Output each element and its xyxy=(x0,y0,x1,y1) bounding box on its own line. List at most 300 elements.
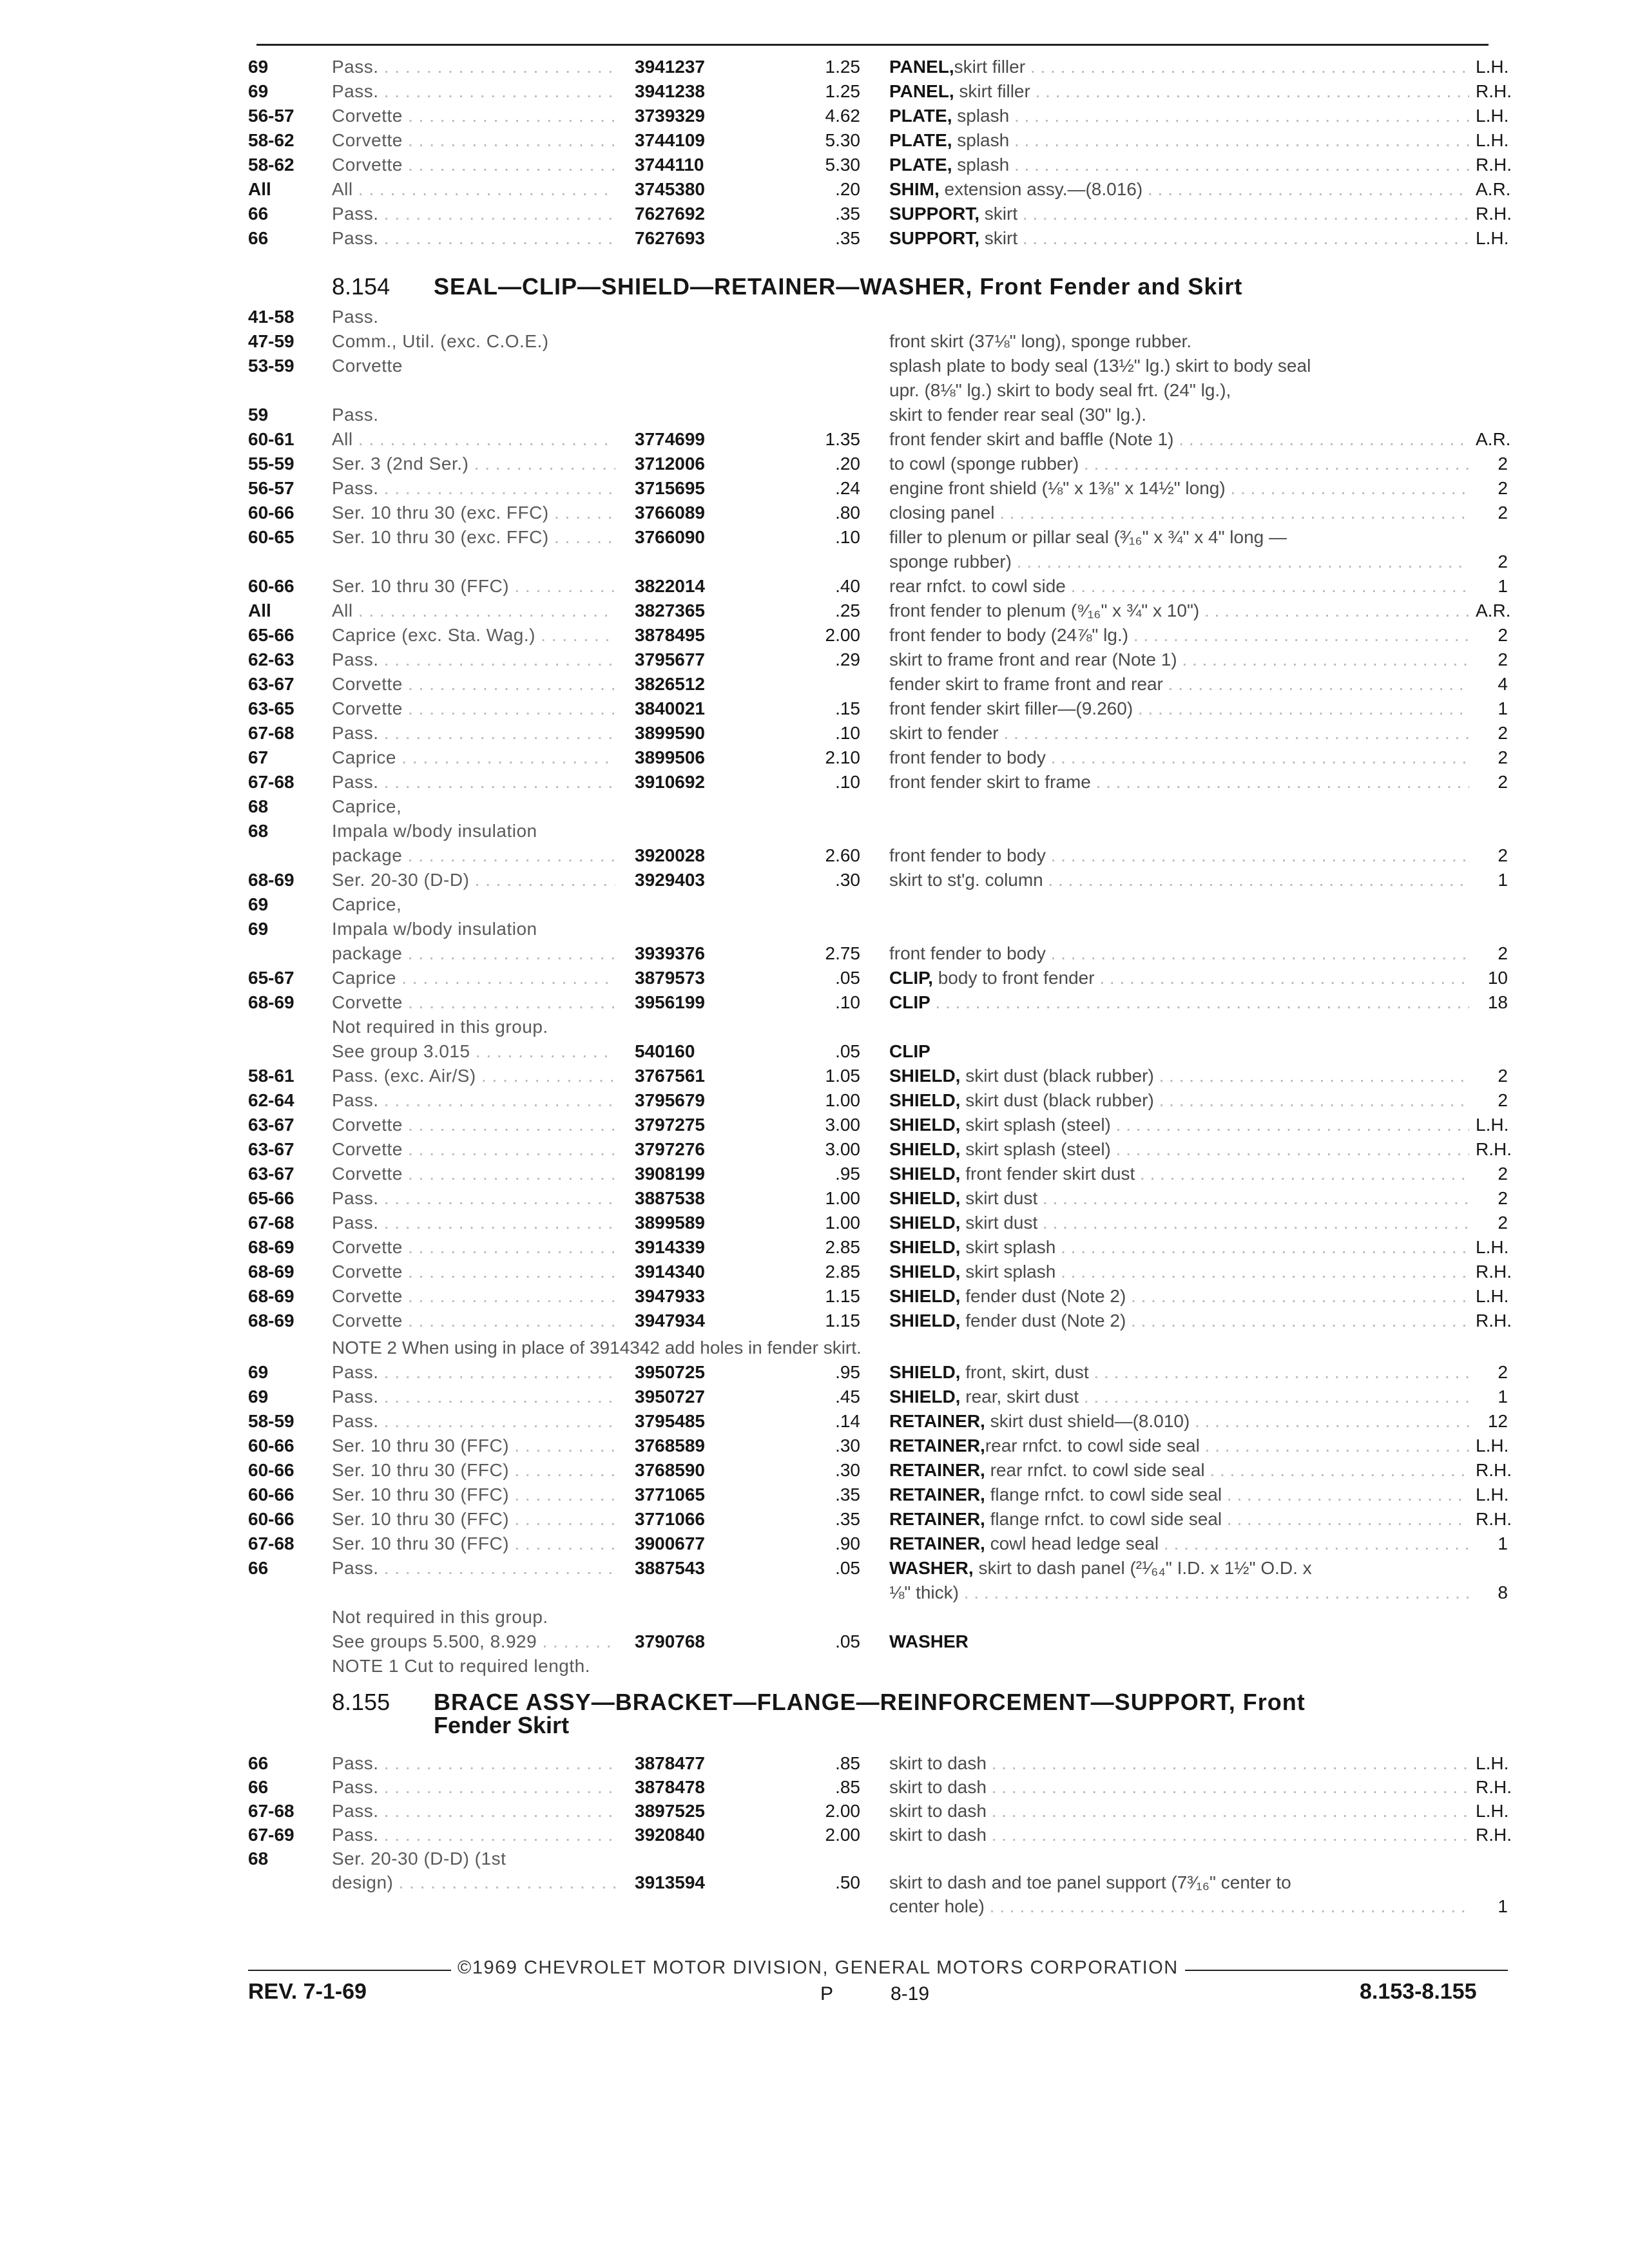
parts-row xyxy=(0,329,1629,354)
quantity-cell: 2 xyxy=(1498,1090,1508,1110)
description-text: rear rnfct. to cowl side seal xyxy=(985,1460,1205,1480)
year-cell: 58-62 xyxy=(248,130,294,150)
price-cell: .05 xyxy=(835,968,860,988)
description-keyword: SHIELD, xyxy=(889,1066,961,1086)
year-cell: 67-68 xyxy=(248,723,294,743)
year-cell: 65-66 xyxy=(248,1188,294,1208)
parts-row xyxy=(0,1654,1629,1678)
model-cell: Pass. . . . xyxy=(332,1409,615,1434)
description-cell xyxy=(889,1556,1469,1581)
parts-row xyxy=(0,550,1629,574)
price-cell: .95 xyxy=(835,1362,860,1382)
price-cell: .30 xyxy=(835,870,860,890)
model-cell: Caprice, xyxy=(332,796,402,816)
year-cell: 68 xyxy=(248,1849,269,1869)
description-text: skirt to dash xyxy=(889,1825,987,1845)
year-cell: 68-69 xyxy=(248,992,294,1012)
year-cell: 67-68 xyxy=(248,1801,294,1821)
model-cell: design) . . . xyxy=(332,1870,615,1895)
model-cell: Pass. . . . xyxy=(332,1556,615,1581)
model-cell: Corvette . . . xyxy=(332,1284,615,1309)
quantity-cell: L.H. xyxy=(1476,1286,1509,1306)
year-cell: 53-59 xyxy=(248,356,294,376)
description-text: flange rnfct. to cowl side seal xyxy=(985,1509,1222,1529)
part-number-cell: 3897525 xyxy=(635,1801,706,1821)
model-cell: See groups 5.500, 8.929 . . . xyxy=(332,1629,615,1654)
model-cell: Ser. 10 thru 30 (exc. FFC) . . . xyxy=(332,525,615,550)
quantity-cell: 2 xyxy=(1498,1188,1508,1208)
part-number-cell: 3947934 xyxy=(635,1311,706,1331)
description-text: front fender skirt and baffle (Note 1) xyxy=(889,429,1174,449)
part-number-cell: 3939376 xyxy=(635,943,706,963)
description-keyword: RETAINER, xyxy=(889,1436,985,1456)
year-cell: 68 xyxy=(248,796,269,816)
model-cell: Corvette . . . xyxy=(332,153,615,177)
description-keyword: SHIELD, xyxy=(889,1387,961,1407)
parts-row xyxy=(0,1823,1629,1847)
description-text: front, skirt, dust xyxy=(960,1362,1089,1382)
description-cell xyxy=(889,329,1469,354)
year-cell: All xyxy=(248,601,271,620)
description-keyword: RETAINER, xyxy=(889,1485,985,1504)
parts-row xyxy=(0,153,1629,177)
description-text: fender skirt to frame front and rear xyxy=(889,674,1163,694)
part-number-cell: 3878495 xyxy=(635,625,706,645)
price-cell: .05 xyxy=(835,1631,860,1651)
description-keyword: SUPPORT, xyxy=(889,228,980,248)
part-number-cell: 7627693 xyxy=(635,228,706,248)
description-text: skirt to dash and toe panel support (7³⁄₁₆" center to xyxy=(889,1872,1291,1892)
parts-row xyxy=(0,202,1629,226)
parts-row xyxy=(0,794,1629,819)
model-cell: Caprice, xyxy=(332,894,402,914)
year-cell: 56-57 xyxy=(248,106,294,126)
part-number-cell: 3914340 xyxy=(635,1262,706,1282)
price-cell: 1.00 xyxy=(825,1188,860,1208)
model-cell: NOTE 1 Cut to required length. xyxy=(332,1656,590,1676)
part-number-cell: 3913594 xyxy=(635,1872,706,1892)
parts-row xyxy=(0,104,1629,128)
parts-row xyxy=(0,1162,1629,1186)
description-text: front fender skirt to frame xyxy=(889,772,1091,792)
part-number-cell: 3739329 xyxy=(635,106,706,126)
price-cell: 2.85 xyxy=(825,1262,860,1282)
quantity-cell: R.H. xyxy=(1476,1311,1512,1331)
model-cell: All . . . xyxy=(332,177,615,202)
parts-row xyxy=(0,1309,1629,1333)
part-number-cell: 3767561 xyxy=(635,1066,706,1086)
price-cell: .85 xyxy=(835,1777,860,1797)
parts-row xyxy=(0,79,1629,104)
section-8-154-title: SEAL—CLIP—SHIELD—RETAINER—WASHER, Front Fender and Skirt xyxy=(434,273,1243,300)
description-keyword: SHIM, xyxy=(889,179,940,199)
page-number: 8-19 xyxy=(891,1983,930,2004)
section-8-155-number: 8.155 xyxy=(332,1689,390,1715)
description-text: center hole) xyxy=(889,1896,985,1916)
year-cell: 63-67 xyxy=(248,1164,294,1184)
quantity-cell: 2 xyxy=(1498,943,1508,963)
model-cell: Corvette . . . xyxy=(332,128,615,153)
price-cell: .30 xyxy=(835,1436,860,1456)
model-cell: All . . . xyxy=(332,427,615,452)
description-cell xyxy=(889,153,1469,177)
model-cell: Pass. . . . xyxy=(332,226,615,251)
year-cell: 68 xyxy=(248,821,269,841)
year-cell: 68-69 xyxy=(248,1286,294,1306)
description-keyword: SHIELD, xyxy=(889,1090,961,1110)
price-cell: .10 xyxy=(835,723,860,743)
description-text: extension assy.—(8.016) xyxy=(939,179,1143,199)
model-cell: Corvette xyxy=(332,356,403,376)
model-cell: Pass. . . . xyxy=(332,1360,615,1385)
description-text: front fender to body xyxy=(889,845,1046,865)
description-cell xyxy=(889,697,1469,721)
model-cell: Corvette . . . xyxy=(332,672,615,697)
description-text: sponge rubber) xyxy=(889,552,1012,572)
description-cell xyxy=(889,1507,1469,1532)
model-cell: Corvette . . . xyxy=(332,1309,615,1333)
quantity-cell: L.H. xyxy=(1476,57,1509,77)
model-cell: Corvette . . . xyxy=(332,697,615,721)
model-cell: Pass. . . . xyxy=(332,1799,615,1823)
part-number-cell: 3887538 xyxy=(635,1188,706,1208)
part-number-cell: 3878477 xyxy=(635,1753,706,1773)
price-cell: .35 xyxy=(835,1485,860,1504)
price-cell: .35 xyxy=(835,228,860,248)
quantity-cell: R.H. xyxy=(1476,1509,1512,1529)
parts-row xyxy=(0,745,1629,770)
description-cell xyxy=(889,990,1469,1015)
description-text: skirt splash xyxy=(960,1237,1056,1257)
description-cell xyxy=(889,1532,1469,1556)
description-text: body to front fender xyxy=(932,968,1095,988)
price-cell: .90 xyxy=(835,1533,860,1553)
quantity-cell: R.H. xyxy=(1476,81,1512,101)
part-number-cell: 3774699 xyxy=(635,429,706,449)
quantity-cell: R.H. xyxy=(1476,1777,1512,1797)
part-number-cell: 3914339 xyxy=(635,1237,706,1257)
parts-row xyxy=(0,1360,1629,1385)
price-cell: 5.30 xyxy=(825,130,860,150)
quantity-cell: 1 xyxy=(1498,576,1508,596)
parts-row xyxy=(0,1260,1629,1284)
description-text: cowl head ledge seal xyxy=(985,1533,1159,1553)
parts-row xyxy=(0,305,1629,329)
model-cell: Caprice . . . xyxy=(332,966,615,990)
parts-row xyxy=(0,1556,1629,1581)
parts-row xyxy=(0,1870,1629,1895)
description-keyword: RETAINER, xyxy=(889,1411,985,1431)
quantity-cell: R.H. xyxy=(1476,204,1512,224)
description-cell xyxy=(889,721,1469,745)
price-cell: 3.00 xyxy=(825,1139,860,1159)
parts-row xyxy=(0,672,1629,697)
parts-row xyxy=(0,1088,1629,1113)
description-text: skirt to fender rear seal (30" lg.). xyxy=(889,405,1146,425)
model-cell: Corvette . . . xyxy=(332,1235,615,1260)
model-cell: Ser. 3 (2nd Ser.) . . . xyxy=(332,452,615,476)
description-text: splash xyxy=(952,130,1010,150)
model-cell: Ser. 10 thru 30 (FFC) . . . xyxy=(332,1458,615,1483)
description-text: closing panel xyxy=(889,503,995,523)
price-cell: .35 xyxy=(835,1509,860,1529)
year-cell: 60-66 xyxy=(248,1460,294,1480)
description-keyword: SHIELD, xyxy=(889,1311,961,1331)
part-number-cell: 3929403 xyxy=(635,870,706,890)
description-cell xyxy=(889,354,1469,378)
description-text: skirt filler xyxy=(954,57,1026,77)
section-8-155-title: BRACE ASSY—BRACKET—FLANGE—REINFORCEMENT—SUPPORT, Front xyxy=(434,1689,1306,1715)
description-cell xyxy=(889,770,1469,794)
description-keyword: RETAINER, xyxy=(889,1533,985,1553)
part-number-cell: 3920840 xyxy=(635,1825,706,1845)
part-number-cell: 3950725 xyxy=(635,1362,706,1382)
description-cell xyxy=(889,177,1469,202)
description-cell xyxy=(889,1064,1469,1088)
description-cell xyxy=(889,1113,1469,1137)
description-cell xyxy=(889,574,1469,599)
year-cell: 69 xyxy=(248,57,269,77)
parts-row xyxy=(0,1605,1629,1629)
model-cell: package . . . xyxy=(332,843,615,868)
description-cell xyxy=(889,476,1469,501)
parts-row xyxy=(0,623,1629,648)
year-cell: 69 xyxy=(248,81,269,101)
part-number-cell: 3899506 xyxy=(635,747,706,767)
year-cell: 59 xyxy=(248,405,269,425)
year-cell: 68-69 xyxy=(248,1237,294,1257)
description-text: skirt dust xyxy=(960,1188,1038,1208)
year-cell: 55-59 xyxy=(248,454,294,474)
parts-row xyxy=(0,819,1629,843)
quantity-cell: R.H. xyxy=(1476,1139,1512,1159)
model-cell: Comm., Util. (exc. C.O.E.) xyxy=(332,331,549,351)
model-cell: Pass. . . . xyxy=(332,770,615,794)
description-text: skirt to dash xyxy=(889,1801,987,1821)
model-cell: Impala w/body insulation xyxy=(332,919,537,939)
description-cell xyxy=(889,1309,1469,1333)
part-number-cell: 3822014 xyxy=(635,576,706,596)
quantity-cell: 2 xyxy=(1498,772,1508,792)
parts-row xyxy=(0,941,1629,966)
model-cell: Corvette . . . xyxy=(332,1113,615,1137)
parts-row xyxy=(0,917,1629,941)
quantity-cell: L.H. xyxy=(1476,228,1509,248)
year-cell: 63-65 xyxy=(248,698,294,718)
part-number-cell: 3826512 xyxy=(635,674,706,694)
description-text: rear, skirt dust xyxy=(960,1387,1079,1407)
parts-row xyxy=(0,1458,1629,1483)
quantity-cell: 2 xyxy=(1498,625,1508,645)
parts-row xyxy=(0,226,1629,251)
quantity-cell: 2 xyxy=(1498,747,1508,767)
quantity-cell: L.H. xyxy=(1476,1801,1509,1821)
year-cell: 41-58 xyxy=(248,307,294,327)
parts-row xyxy=(0,697,1629,721)
model-cell: package . . . xyxy=(332,941,615,966)
quantity-cell: 2 xyxy=(1498,1066,1508,1086)
description-text: front fender to body xyxy=(889,747,1046,767)
quantity-cell: A.R. xyxy=(1476,601,1511,620)
description-text: to cowl (sponge rubber) xyxy=(889,454,1079,474)
part-number-cell: 3771066 xyxy=(635,1509,706,1529)
year-cell: 60-66 xyxy=(248,1436,294,1456)
model-cell: See group 3.015 . . . xyxy=(332,1039,615,1064)
parts-row xyxy=(0,427,1629,452)
year-cell: 60-66 xyxy=(248,1509,294,1529)
quantity-cell: L.H. xyxy=(1476,1485,1509,1504)
model-cell: Not required in this group. xyxy=(332,1607,548,1627)
note-2: NOTE 2 When using in place of 3914342 add holes in fender skirt. xyxy=(332,1338,862,1358)
description-cell xyxy=(889,501,1469,525)
part-number-cell: 3910692 xyxy=(635,772,706,792)
model-cell: Pass. . . . xyxy=(332,1385,615,1409)
part-number-cell: 3956199 xyxy=(635,992,706,1012)
description-text: engine front shield (⅛" x 1⅜" x 14½" long) xyxy=(889,478,1226,498)
description-text: skirt to dash xyxy=(889,1777,987,1797)
description-keyword: CLIP xyxy=(889,1041,930,1061)
description-keyword: SUPPORT, xyxy=(889,204,980,224)
description-text: skirt dust (black rubber) xyxy=(960,1090,1154,1110)
description-text: skirt dust xyxy=(960,1213,1038,1233)
parts-row xyxy=(0,525,1629,550)
parts-row xyxy=(0,1775,1629,1800)
parts-row xyxy=(0,1186,1629,1211)
description-cell xyxy=(889,1823,1469,1847)
year-cell: 66 xyxy=(248,228,269,248)
description-cell xyxy=(889,378,1469,403)
description-cell xyxy=(889,525,1469,550)
parts-row xyxy=(0,378,1629,403)
description-cell xyxy=(889,1260,1469,1284)
price-cell: .30 xyxy=(835,1460,860,1480)
description-text: front fender to body xyxy=(889,943,1046,963)
price-cell: 1.15 xyxy=(825,1311,860,1331)
model-cell: Caprice (exc. Sta. Wag.) . . . xyxy=(332,623,615,648)
price-cell: .05 xyxy=(835,1041,860,1061)
part-number-cell: 3715695 xyxy=(635,478,706,498)
model-cell: Not required in this group. xyxy=(332,1017,548,1037)
part-number-cell: 3797275 xyxy=(635,1115,706,1135)
price-cell: 1.25 xyxy=(825,81,860,101)
quantity-cell: 2 xyxy=(1498,1164,1508,1184)
model-cell: Pass. . . . xyxy=(332,1211,615,1235)
description-cell xyxy=(889,452,1469,476)
part-number-cell: 3900677 xyxy=(635,1533,706,1553)
part-number-cell: 3797276 xyxy=(635,1139,706,1159)
part-number-cell: 3768590 xyxy=(635,1460,706,1480)
parts-row xyxy=(0,177,1629,202)
description-text: skirt xyxy=(979,228,1018,248)
quantity-cell: 2 xyxy=(1498,503,1508,523)
description-cell xyxy=(889,1458,1469,1483)
quantity-cell: R.H. xyxy=(1476,1825,1512,1845)
description-text: splash xyxy=(952,155,1010,175)
year-cell: 58-59 xyxy=(248,1411,294,1431)
model-cell: Pass. . . . xyxy=(332,476,615,501)
model-cell: Pass. . . . xyxy=(332,55,615,79)
description-text: front fender skirt filler—(9.260) xyxy=(889,698,1133,718)
parts-row xyxy=(0,55,1629,79)
description-cell xyxy=(889,550,1469,574)
part-number-cell: 3908199 xyxy=(635,1164,706,1184)
description-cell xyxy=(889,868,1469,892)
description-cell xyxy=(889,1751,1469,1776)
description-keyword: SHIELD, xyxy=(889,1164,961,1184)
parts-row xyxy=(0,1581,1629,1605)
parts-row xyxy=(0,1532,1629,1556)
description-cell xyxy=(889,941,1469,966)
description-text: fender dust (Note 2) xyxy=(960,1311,1126,1331)
description-keyword: PANEL, xyxy=(889,57,954,77)
part-number-cell: 3840021 xyxy=(635,698,706,718)
year-cell: 69 xyxy=(248,894,269,914)
description-text: skirt dust (black rubber) xyxy=(960,1066,1154,1086)
model-cell: All . . . xyxy=(332,599,615,623)
year-cell: 67-68 xyxy=(248,1533,294,1553)
parts-row xyxy=(0,1751,1629,1776)
description-keyword: SHIELD, xyxy=(889,1286,961,1306)
description-text: skirt to frame front and rear (Note 1) xyxy=(889,649,1177,669)
description-keyword: SHIELD, xyxy=(889,1115,961,1135)
price-cell: .40 xyxy=(835,576,860,596)
description-cell xyxy=(889,1483,1469,1507)
price-cell: .05 xyxy=(835,1558,860,1578)
year-cell: 60-65 xyxy=(248,527,294,547)
part-number-cell: 3899590 xyxy=(635,723,706,743)
quantity-cell: 2 xyxy=(1498,845,1508,865)
year-cell: 66 xyxy=(248,204,269,224)
description-keyword: SHIELD, xyxy=(889,1139,961,1159)
description-text: filler to plenum or pillar seal (³⁄₁₆" x ¾" x 4" long — xyxy=(889,527,1287,547)
description-cell xyxy=(889,843,1469,868)
parts-row xyxy=(0,843,1629,868)
model-cell: Ser. 10 thru 30 (FFC) . . . xyxy=(332,1434,615,1458)
description-text: ⅛" thick) xyxy=(889,1582,959,1602)
description-cell xyxy=(889,599,1469,623)
price-cell: .95 xyxy=(835,1164,860,1184)
price-cell: 1.35 xyxy=(825,429,860,449)
description-cell xyxy=(889,1235,1469,1260)
model-cell: Pass. xyxy=(332,307,379,327)
price-cell: 3.00 xyxy=(825,1115,860,1135)
parts-row xyxy=(0,770,1629,794)
description-cell xyxy=(889,1799,1469,1823)
description-text: rear rnfct. to cowl side seal xyxy=(985,1436,1200,1456)
price-cell: .10 xyxy=(835,992,860,1012)
description-cell xyxy=(889,104,1469,128)
description-text: front fender to body (24⅞" lg.) xyxy=(889,625,1129,645)
description-text: front fender skirt dust xyxy=(960,1164,1135,1184)
quantity-cell: 2 xyxy=(1498,478,1508,498)
quantity-cell: R.H. xyxy=(1476,1262,1512,1282)
description-keyword: SHIELD, xyxy=(889,1362,961,1382)
price-cell: 2.75 xyxy=(825,943,860,963)
parts-row xyxy=(0,1039,1629,1064)
model-cell: Corvette . . . xyxy=(332,1260,615,1284)
quantity-cell: L.H. xyxy=(1476,130,1509,150)
model-cell: Pass. . . . xyxy=(332,1186,615,1211)
description-cell xyxy=(889,1385,1469,1409)
section-8-154-number: 8.154 xyxy=(332,273,390,300)
part-number-cell: 3878478 xyxy=(635,1777,706,1797)
year-cell: 62-63 xyxy=(248,649,294,669)
model-cell: Pass. xyxy=(332,405,379,425)
description-cell xyxy=(889,966,1469,990)
copyright-line: ©1969 CHEVROLET MOTOR DIVISION, GENERAL MOTORS CORPORATION xyxy=(451,1957,1185,1979)
parts-row xyxy=(0,1483,1629,1507)
part-number-cell: 3771065 xyxy=(635,1485,706,1504)
